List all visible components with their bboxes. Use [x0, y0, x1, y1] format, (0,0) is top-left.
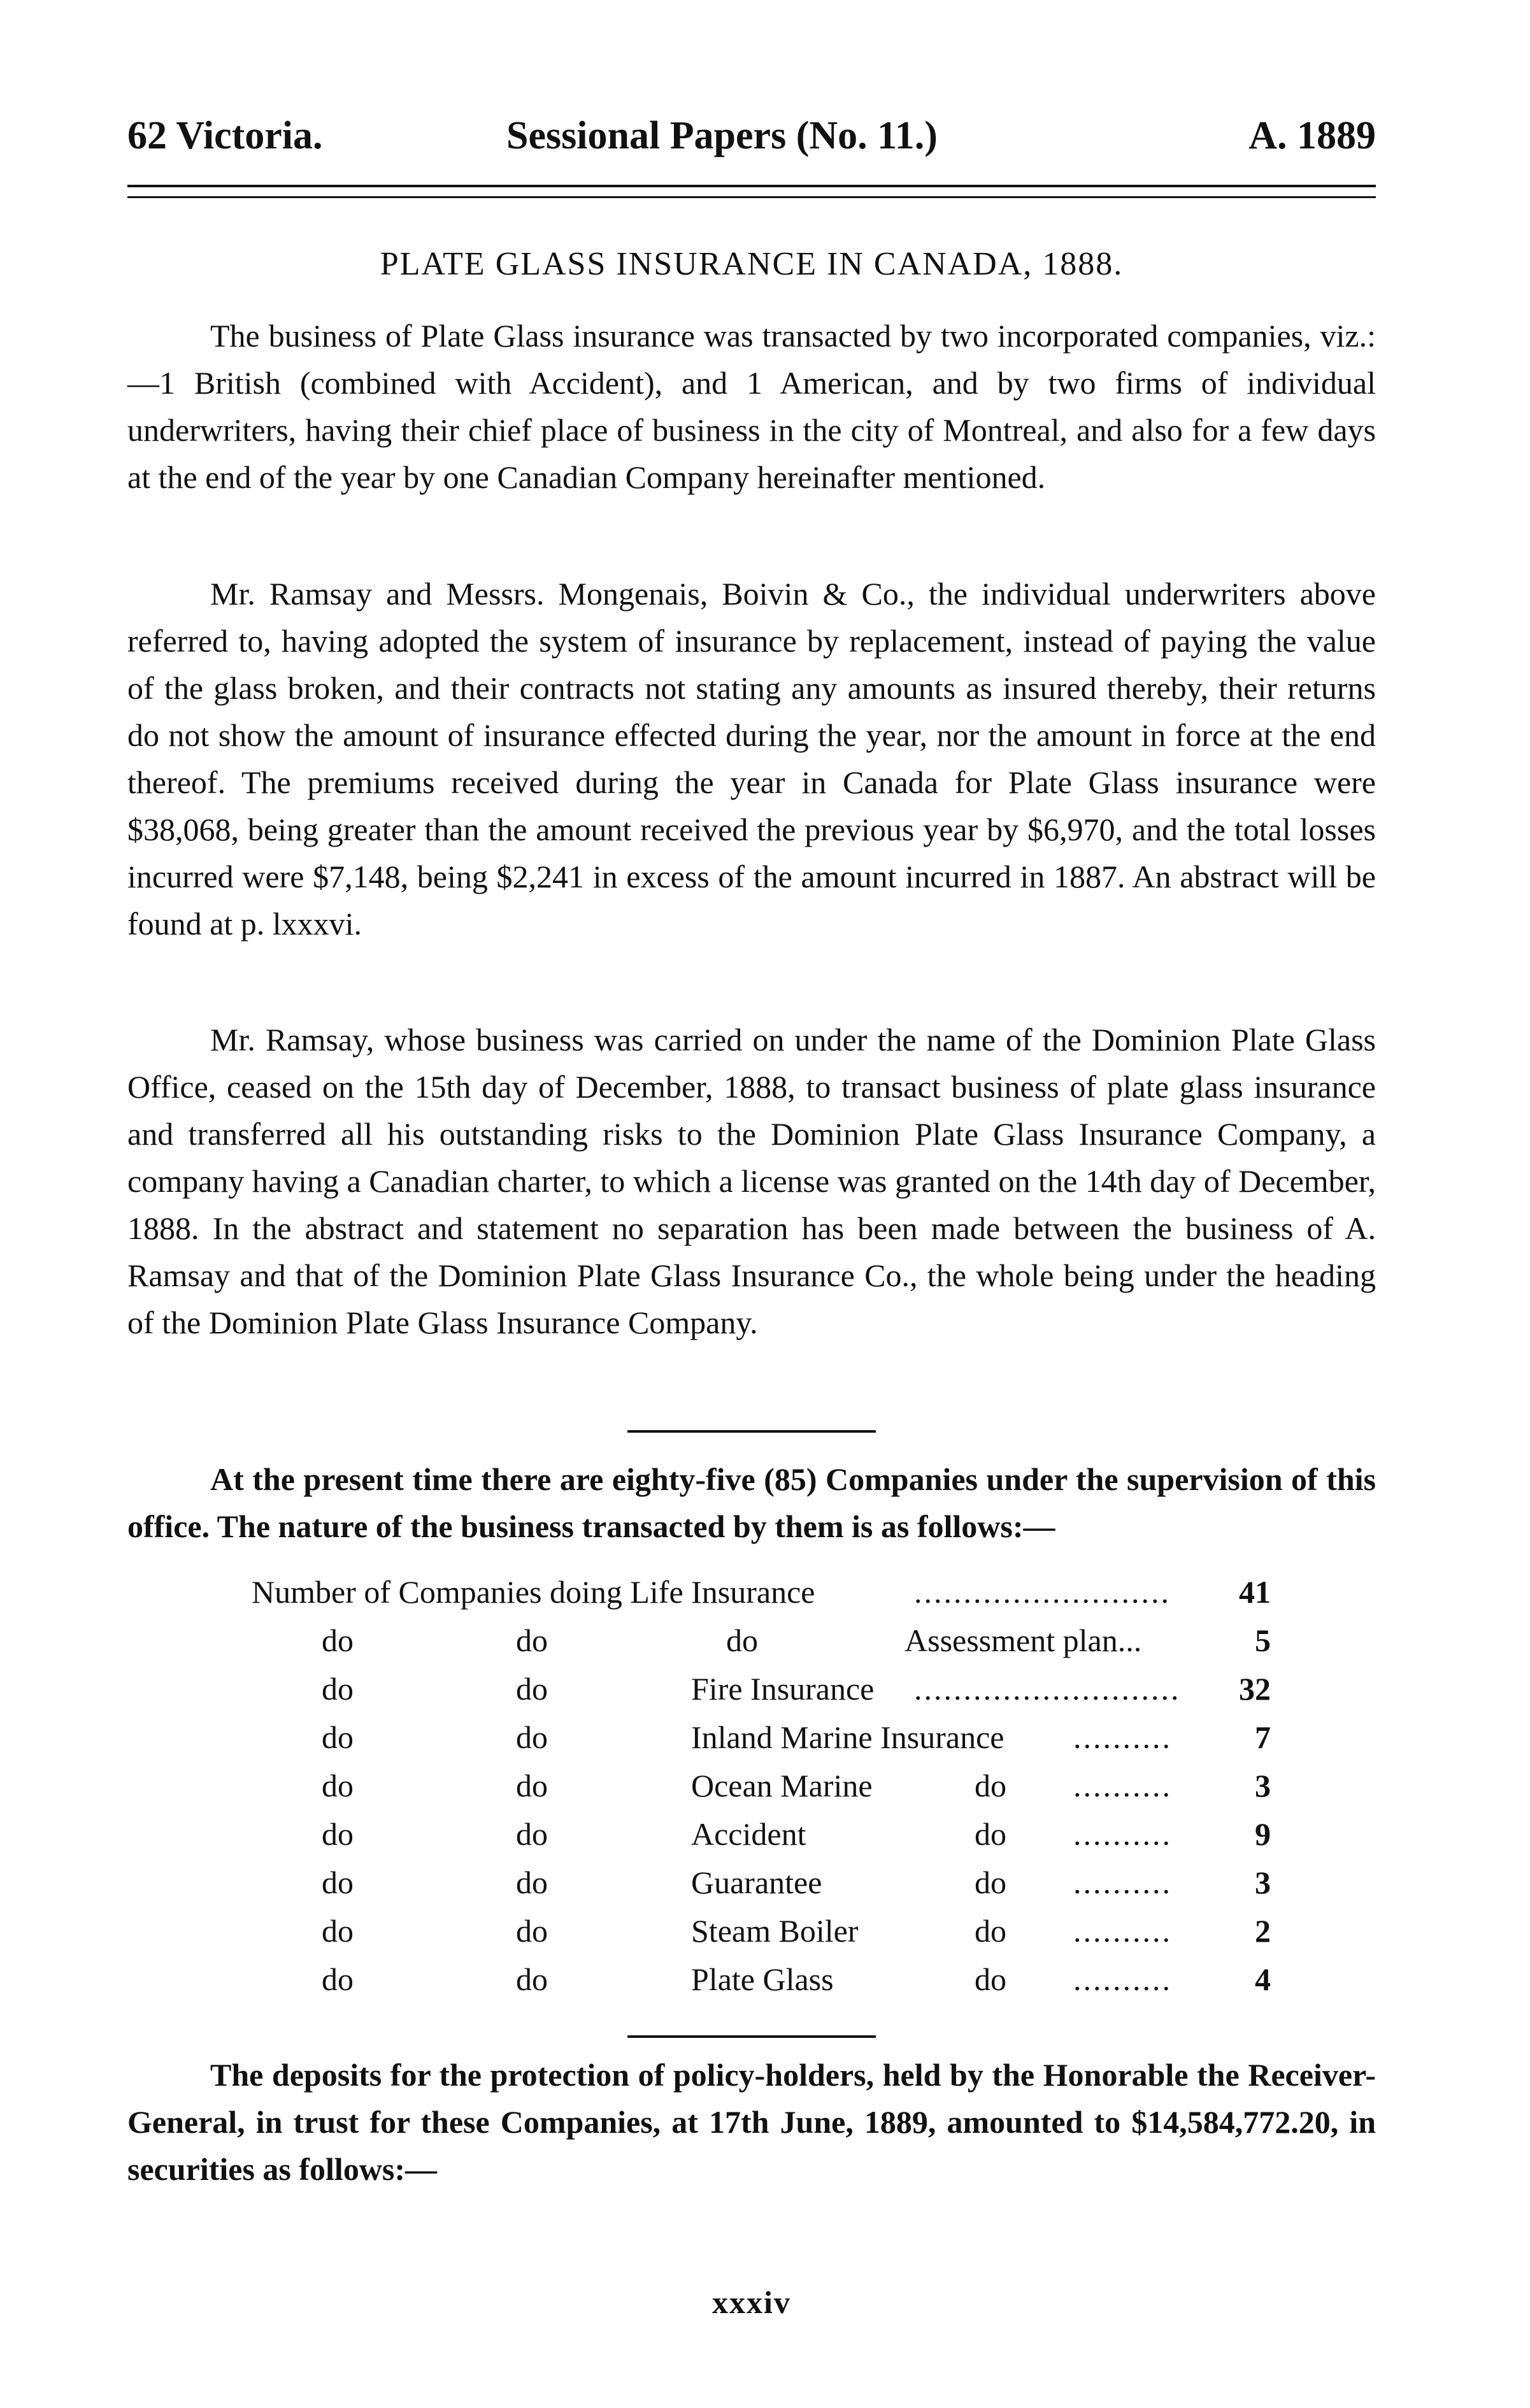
table-row [252, 1912, 1271, 1961]
paragraph-companies: At the present time there are eighty-five (85) Companies under the supervision of this office. The nature of the business transacted by them is as follows:— [127, 1461, 1376, 1544]
leader-dots: .......... [1073, 1768, 1172, 1803]
table-row [252, 1961, 1271, 2009]
business-type-cell: Inland Marine Insurance [691, 1719, 1005, 1755]
ditto-cell: do [975, 1865, 1006, 1900]
row-count: 9 [1255, 1816, 1271, 1852]
paragraph-deposits: The deposits for the protection of policy-holders, held by the Honorable the Receiver-General, in trust for these Companies, at 17th June, 1889, amounted to $14,584,772.20, in securities as follows:— [127, 2057, 1376, 2187]
header-double-rule [127, 185, 1376, 198]
table-row [252, 1719, 1271, 1767]
leader-dots: ........................... [914, 1671, 1181, 1707]
table-row [252, 1670, 1271, 1719]
ditto-cell: do [516, 1816, 548, 1852]
ditto-cell: do [516, 1768, 548, 1803]
business-type-cell: Steam Boiler [691, 1913, 859, 1949]
business-type-cell: Ocean Marine [691, 1768, 873, 1803]
ditto-cell: do [322, 1768, 354, 1803]
header-left: 62 Victoria. [127, 114, 323, 157]
row-count: 41 [1239, 1574, 1271, 1610]
ditto-cell: do [516, 1865, 548, 1900]
paragraph-ramsay: Mr. Ramsay, whose business was carried on under the name of the Dominion Plate Glass Office, ceased on the 15th day of December, 1888, to transact business of plate glass insurance and transferred all his outstanding risks to the Dominion Plate Glass Insurance Company, a company having a Canadian charter, to which a license was granted on the 14th day of December, 1888. In the abstract and statement no separation has been made between the business of A. Ramsay and that of the Dominion Plate Glass Insurance Co., the whole being under the heading of the Dominion Plate Glass Insurance Company. [127, 1022, 1376, 1340]
leader-dots: .......... [1073, 1913, 1172, 1949]
row-count: 5 [1255, 1623, 1271, 1658]
business-type-cell: do [726, 1623, 758, 1658]
ditto-cell: do [975, 1913, 1006, 1949]
leader-dots: .......... [1073, 1719, 1172, 1755]
row-count: 3 [1255, 1865, 1271, 1900]
companies-table [252, 1573, 1271, 2009]
leader-dots: .......................... [914, 1574, 1171, 1610]
row-count: 7 [1255, 1719, 1271, 1755]
ditto-cell: do [322, 1671, 354, 1707]
paragraph-business: The business of Plate Glass insurance was transacted by two incorporated companies, viz.:—1 British (combined with Accident), and 1 American, and by two firms of individual underwriters, having their chief place of business in the city of Montreal, and also for a few days at the end of the year by one Canadian Company hereinafter mentioned. [127, 318, 1376, 495]
table-row [252, 1767, 1271, 1816]
header-right: A. 1889 [1248, 114, 1376, 157]
row-count: 3 [1255, 1768, 1271, 1803]
running-header [127, 113, 1376, 164]
ditto-cell: do [322, 1913, 354, 1949]
ditto-cell: do [322, 1816, 354, 1852]
ditto-cell: do [516, 1961, 548, 1997]
leader-dots: .......... [1073, 1816, 1172, 1852]
qualifier-cell: Assessment plan... [904, 1623, 1142, 1658]
ditto-cell: do [975, 1961, 1006, 1997]
leader-dots: .......... [1073, 1865, 1172, 1900]
ditto-cell: do [322, 1719, 354, 1755]
header-center: Sessional Papers (No. 11.) [506, 114, 938, 157]
business-type-cell: Plate Glass [691, 1961, 834, 1997]
section-divider [627, 1430, 876, 1433]
ditto-cell: do [322, 1865, 354, 1900]
table-row [252, 1816, 1271, 1864]
row-count: 4 [1255, 1961, 1271, 1997]
table-row [252, 1573, 1271, 1622]
leader-dots: .......... [1073, 1961, 1172, 1997]
row-count: 2 [1255, 1913, 1271, 1949]
ditto-cell: do [322, 1623, 354, 1658]
business-type-cell: Fire Insurance [691, 1671, 875, 1707]
ditto-cell: do [516, 1913, 548, 1949]
ditto-cell: do [516, 1623, 548, 1658]
ditto-cell: do [516, 1671, 548, 1707]
ditto-cell: do [975, 1816, 1006, 1852]
ditto-cell: do [975, 1768, 1006, 1803]
ditto-cell: do [516, 1719, 548, 1755]
business-type-cell: Accident [691, 1816, 806, 1852]
table-row [252, 1864, 1271, 1912]
row-lead-label: Number of Companies doing Life Insurance [252, 1574, 815, 1610]
paragraph-underwriters: Mr. Ramsay and Messrs. Mongenais, Boivin & Co., the individual underwriters above referred to, having adopted the system of insurance by replacement, instead of paying the value of the glass broken, and their contracts not stating any amounts as insured thereby, their returns do not show the amount of insurance effected during the year, nor the amount in force at the end thereof. The premiums received during the year in Canada for Plate Glass insurance were $38,068, being greater than the amount received the previous year by $6,970, and the total losses incurred were $7,148, being $2,241 in excess of the amount incurred in 1887. An abstract will be found at p. lxxxvi. [127, 576, 1376, 942]
section-divider [627, 2035, 876, 2038]
page-number: xxxiv [712, 2284, 791, 2320]
business-type-cell: Guarantee [691, 1865, 822, 1900]
page-title: PLATE GLASS INSURANCE IN CANADA, 1888. [380, 246, 1124, 282]
table-row [252, 1622, 1271, 1670]
row-count: 32 [1239, 1671, 1271, 1707]
ditto-cell: do [322, 1961, 354, 1997]
